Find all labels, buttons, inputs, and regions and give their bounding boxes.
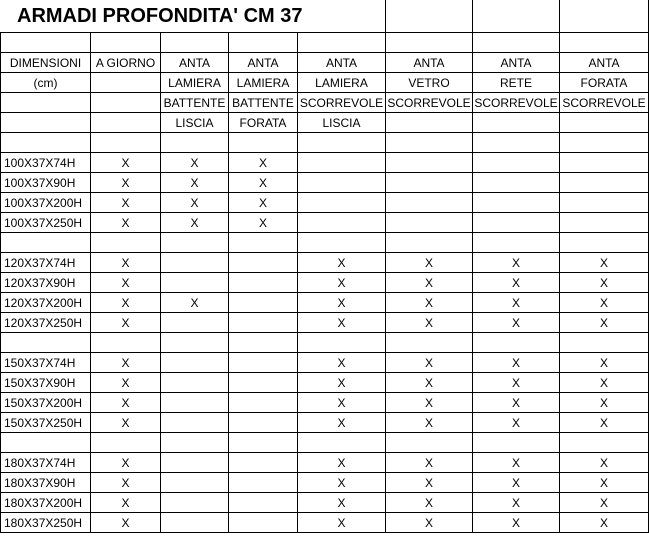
empty-cell[interactable]: [161, 393, 229, 413]
empty-cell[interactable]: [298, 213, 386, 233]
empty-cell[interactable]: [161, 473, 229, 493]
mark-cell[interactable]: X: [560, 273, 649, 293]
empty-cell[interactable]: [161, 353, 229, 373]
empty-cell[interactable]: [161, 493, 229, 513]
mark-cell[interactable]: X: [473, 313, 560, 333]
header-cell[interactable]: LAMIERA: [161, 73, 229, 93]
empty-cell[interactable]: [161, 33, 229, 53]
separator-cell[interactable]: [386, 233, 473, 253]
mark-cell[interactable]: X: [91, 253, 161, 273]
header-cell[interactable]: [473, 113, 560, 133]
header-cell[interactable]: ANTA: [473, 53, 560, 73]
mark-cell[interactable]: X: [91, 453, 161, 473]
dimension-cell[interactable]: 100X37X74H: [0, 153, 91, 173]
mark-cell[interactable]: X: [386, 253, 473, 273]
header-cell[interactable]: FORATA: [229, 113, 298, 133]
dimension-cell[interactable]: 100X37X90H: [0, 173, 91, 193]
empty-cell[interactable]: [161, 253, 229, 273]
mark-cell[interactable]: X: [473, 373, 560, 393]
separator-cell[interactable]: [386, 333, 473, 353]
mark-cell[interactable]: X: [91, 173, 161, 193]
mark-cell[interactable]: X: [91, 313, 161, 333]
header-cell[interactable]: LISCIA: [161, 113, 229, 133]
empty-cell[interactable]: [161, 413, 229, 433]
empty-cell[interactable]: [229, 393, 298, 413]
empty-cell[interactable]: [91, 133, 161, 153]
header-cell[interactable]: SCORREVOLE: [298, 93, 386, 113]
mark-cell[interactable]: X: [298, 513, 386, 533]
header-cell[interactable]: FORATA: [560, 73, 649, 93]
separator-cell[interactable]: [560, 333, 649, 353]
mark-cell[interactable]: X: [298, 393, 386, 413]
separator-cell[interactable]: [473, 333, 560, 353]
empty-cell[interactable]: [386, 173, 473, 193]
empty-cell[interactable]: [229, 133, 298, 153]
mark-cell[interactable]: X: [560, 453, 649, 473]
separator-cell[interactable]: [0, 233, 91, 253]
empty-cell[interactable]: [473, 213, 560, 233]
empty-cell[interactable]: [161, 133, 229, 153]
separator-cell[interactable]: [229, 433, 298, 453]
dimension-cell[interactable]: 150X37X74H: [0, 353, 91, 373]
title-row-empty-cell[interactable]: [560, 0, 649, 33]
mark-cell[interactable]: X: [91, 353, 161, 373]
empty-cell[interactable]: [386, 133, 473, 153]
empty-cell[interactable]: [560, 33, 649, 53]
mark-cell[interactable]: X: [91, 193, 161, 213]
dimension-cell[interactable]: 150X37X250H: [0, 413, 91, 433]
separator-cell[interactable]: [91, 333, 161, 353]
empty-cell[interactable]: [386, 213, 473, 233]
empty-cell[interactable]: [298, 173, 386, 193]
empty-cell[interactable]: [229, 453, 298, 473]
header-cell[interactable]: [0, 93, 91, 113]
mark-cell[interactable]: X: [560, 473, 649, 493]
mark-cell[interactable]: X: [386, 453, 473, 473]
dimension-cell[interactable]: 180X37X90H: [0, 473, 91, 493]
empty-cell[interactable]: [229, 373, 298, 393]
mark-cell[interactable]: X: [91, 413, 161, 433]
header-cell[interactable]: DIMENSIONI: [0, 53, 91, 73]
mark-cell[interactable]: X: [473, 453, 560, 473]
empty-cell[interactable]: [560, 133, 649, 153]
mark-cell[interactable]: X: [229, 193, 298, 213]
empty-cell[interactable]: [0, 33, 91, 53]
mark-cell[interactable]: X: [91, 153, 161, 173]
mark-cell[interactable]: X: [91, 213, 161, 233]
dimension-cell[interactable]: 180X37X250H: [0, 513, 91, 533]
header-cell[interactable]: LISCIA: [298, 113, 386, 133]
mark-cell[interactable]: X: [161, 293, 229, 313]
mark-cell[interactable]: X: [91, 473, 161, 493]
mark-cell[interactable]: X: [161, 153, 229, 173]
empty-cell[interactable]: [473, 153, 560, 173]
mark-cell[interactable]: X: [560, 493, 649, 513]
header-cell[interactable]: SCORREVOLE: [560, 93, 649, 113]
mark-cell[interactable]: X: [298, 493, 386, 513]
mark-cell[interactable]: X: [161, 173, 229, 193]
mark-cell[interactable]: X: [298, 353, 386, 373]
header-cell[interactable]: SCORREVOLE: [473, 93, 560, 113]
mark-cell[interactable]: X: [560, 393, 649, 413]
header-cell[interactable]: (cm): [0, 73, 91, 93]
empty-cell[interactable]: [161, 373, 229, 393]
empty-cell[interactable]: [298, 33, 386, 53]
table-title[interactable]: ARMADI PROFONDITA' CM 37: [0, 0, 386, 33]
separator-cell[interactable]: [161, 433, 229, 453]
empty-cell[interactable]: [161, 313, 229, 333]
header-cell[interactable]: VETRO: [386, 73, 473, 93]
empty-cell[interactable]: [560, 153, 649, 173]
header-cell[interactable]: LAMIERA: [298, 73, 386, 93]
empty-cell[interactable]: [298, 193, 386, 213]
empty-cell[interactable]: [91, 33, 161, 53]
mark-cell[interactable]: X: [386, 413, 473, 433]
mark-cell[interactable]: X: [161, 193, 229, 213]
mark-cell[interactable]: X: [386, 373, 473, 393]
mark-cell[interactable]: X: [91, 293, 161, 313]
mark-cell[interactable]: X: [298, 313, 386, 333]
separator-cell[interactable]: [473, 433, 560, 453]
mark-cell[interactable]: X: [473, 513, 560, 533]
header-cell[interactable]: [560, 113, 649, 133]
separator-cell[interactable]: [298, 333, 386, 353]
mark-cell[interactable]: X: [386, 353, 473, 373]
mark-cell[interactable]: X: [473, 253, 560, 273]
empty-cell[interactable]: [0, 133, 91, 153]
separator-cell[interactable]: [473, 233, 560, 253]
mark-cell[interactable]: X: [386, 513, 473, 533]
mark-cell[interactable]: X: [298, 473, 386, 493]
header-cell[interactable]: [91, 113, 161, 133]
dimension-cell[interactable]: 120X37X74H: [0, 253, 91, 273]
separator-cell[interactable]: [386, 433, 473, 453]
mark-cell[interactable]: X: [473, 493, 560, 513]
mark-cell[interactable]: X: [229, 153, 298, 173]
empty-cell[interactable]: [560, 193, 649, 213]
title-row-empty-cell[interactable]: [473, 0, 560, 33]
dimension-cell[interactable]: 180X37X200H: [0, 493, 91, 513]
empty-cell[interactable]: [229, 493, 298, 513]
header-cell[interactable]: ANTA: [229, 53, 298, 73]
mark-cell[interactable]: X: [386, 313, 473, 333]
header-cell[interactable]: LAMIERA: [229, 73, 298, 93]
mark-cell[interactable]: X: [91, 493, 161, 513]
empty-cell[interactable]: [473, 133, 560, 153]
mark-cell[interactable]: X: [560, 253, 649, 273]
mark-cell[interactable]: X: [91, 393, 161, 413]
mark-cell[interactable]: X: [473, 353, 560, 373]
empty-cell[interactable]: [473, 193, 560, 213]
empty-cell[interactable]: [161, 513, 229, 533]
mark-cell[interactable]: X: [473, 393, 560, 413]
mark-cell[interactable]: X: [473, 413, 560, 433]
empty-cell[interactable]: [229, 273, 298, 293]
mark-cell[interactable]: X: [298, 413, 386, 433]
header-cell[interactable]: [91, 93, 161, 113]
empty-cell[interactable]: [560, 213, 649, 233]
separator-cell[interactable]: [560, 233, 649, 253]
header-cell[interactable]: BATTENTE: [161, 93, 229, 113]
mark-cell[interactable]: X: [473, 293, 560, 313]
empty-cell[interactable]: [229, 253, 298, 273]
mark-cell[interactable]: X: [560, 293, 649, 313]
dimension-cell[interactable]: 180X37X74H: [0, 453, 91, 473]
mark-cell[interactable]: X: [161, 213, 229, 233]
empty-cell[interactable]: [298, 153, 386, 173]
mark-cell[interactable]: X: [298, 293, 386, 313]
dimension-cell[interactable]: 100X37X250H: [0, 213, 91, 233]
mark-cell[interactable]: X: [386, 293, 473, 313]
empty-cell[interactable]: [229, 33, 298, 53]
mark-cell[interactable]: X: [473, 273, 560, 293]
dimension-cell[interactable]: 150X37X200H: [0, 393, 91, 413]
mark-cell[interactable]: X: [229, 173, 298, 193]
mark-cell[interactable]: X: [560, 373, 649, 393]
empty-cell[interactable]: [229, 413, 298, 433]
header-cell[interactable]: SCORREVOLE: [386, 93, 473, 113]
empty-cell[interactable]: [473, 173, 560, 193]
header-cell[interactable]: ANTA: [161, 53, 229, 73]
separator-cell[interactable]: [91, 433, 161, 453]
mark-cell[interactable]: X: [298, 373, 386, 393]
header-cell[interactable]: [0, 113, 91, 133]
header-cell[interactable]: RETE: [473, 73, 560, 93]
mark-cell[interactable]: X: [560, 413, 649, 433]
header-cell[interactable]: [386, 113, 473, 133]
mark-cell[interactable]: X: [91, 513, 161, 533]
mark-cell[interactable]: X: [386, 273, 473, 293]
header-cell[interactable]: ANTA: [386, 53, 473, 73]
empty-cell[interactable]: [386, 153, 473, 173]
empty-cell[interactable]: [229, 473, 298, 493]
mark-cell[interactable]: X: [298, 253, 386, 273]
separator-cell[interactable]: [560, 433, 649, 453]
empty-cell[interactable]: [161, 453, 229, 473]
dimension-cell[interactable]: 120X37X250H: [0, 313, 91, 333]
mark-cell[interactable]: X: [560, 353, 649, 373]
separator-cell[interactable]: [0, 433, 91, 453]
dimension-cell[interactable]: 150X37X90H: [0, 373, 91, 393]
mark-cell[interactable]: X: [91, 373, 161, 393]
header-cell[interactable]: [91, 73, 161, 93]
separator-cell[interactable]: [298, 233, 386, 253]
separator-cell[interactable]: [298, 433, 386, 453]
empty-cell[interactable]: [161, 273, 229, 293]
mark-cell[interactable]: X: [473, 473, 560, 493]
empty-cell[interactable]: [229, 293, 298, 313]
empty-cell[interactable]: [229, 313, 298, 333]
empty-cell[interactable]: [473, 33, 560, 53]
empty-cell[interactable]: [560, 173, 649, 193]
empty-cell[interactable]: [298, 133, 386, 153]
mark-cell[interactable]: X: [560, 313, 649, 333]
dimension-cell[interactable]: 120X37X200H: [0, 293, 91, 313]
header-cell[interactable]: BATTENTE: [229, 93, 298, 113]
dimension-cell[interactable]: 100X37X200H: [0, 193, 91, 213]
mark-cell[interactable]: X: [298, 273, 386, 293]
empty-cell[interactable]: [386, 33, 473, 53]
separator-cell[interactable]: [161, 233, 229, 253]
mark-cell[interactable]: X: [91, 273, 161, 293]
mark-cell[interactable]: X: [386, 493, 473, 513]
empty-cell[interactable]: [386, 193, 473, 213]
header-cell[interactable]: ANTA: [298, 53, 386, 73]
dimension-cell[interactable]: 120X37X90H: [0, 273, 91, 293]
separator-cell[interactable]: [161, 333, 229, 353]
mark-cell[interactable]: X: [386, 393, 473, 413]
mark-cell[interactable]: X: [386, 473, 473, 493]
header-cell[interactable]: A GIORNO: [91, 53, 161, 73]
title-row-empty-cell[interactable]: [386, 0, 473, 33]
header-cell[interactable]: ANTA: [560, 53, 649, 73]
mark-cell[interactable]: X: [298, 453, 386, 473]
separator-cell[interactable]: [229, 333, 298, 353]
separator-cell[interactable]: [229, 233, 298, 253]
mark-cell[interactable]: X: [229, 213, 298, 233]
separator-cell[interactable]: [0, 333, 91, 353]
mark-cell[interactable]: X: [560, 513, 649, 533]
empty-cell[interactable]: [229, 513, 298, 533]
separator-cell[interactable]: [91, 233, 161, 253]
empty-cell[interactable]: [229, 353, 298, 373]
